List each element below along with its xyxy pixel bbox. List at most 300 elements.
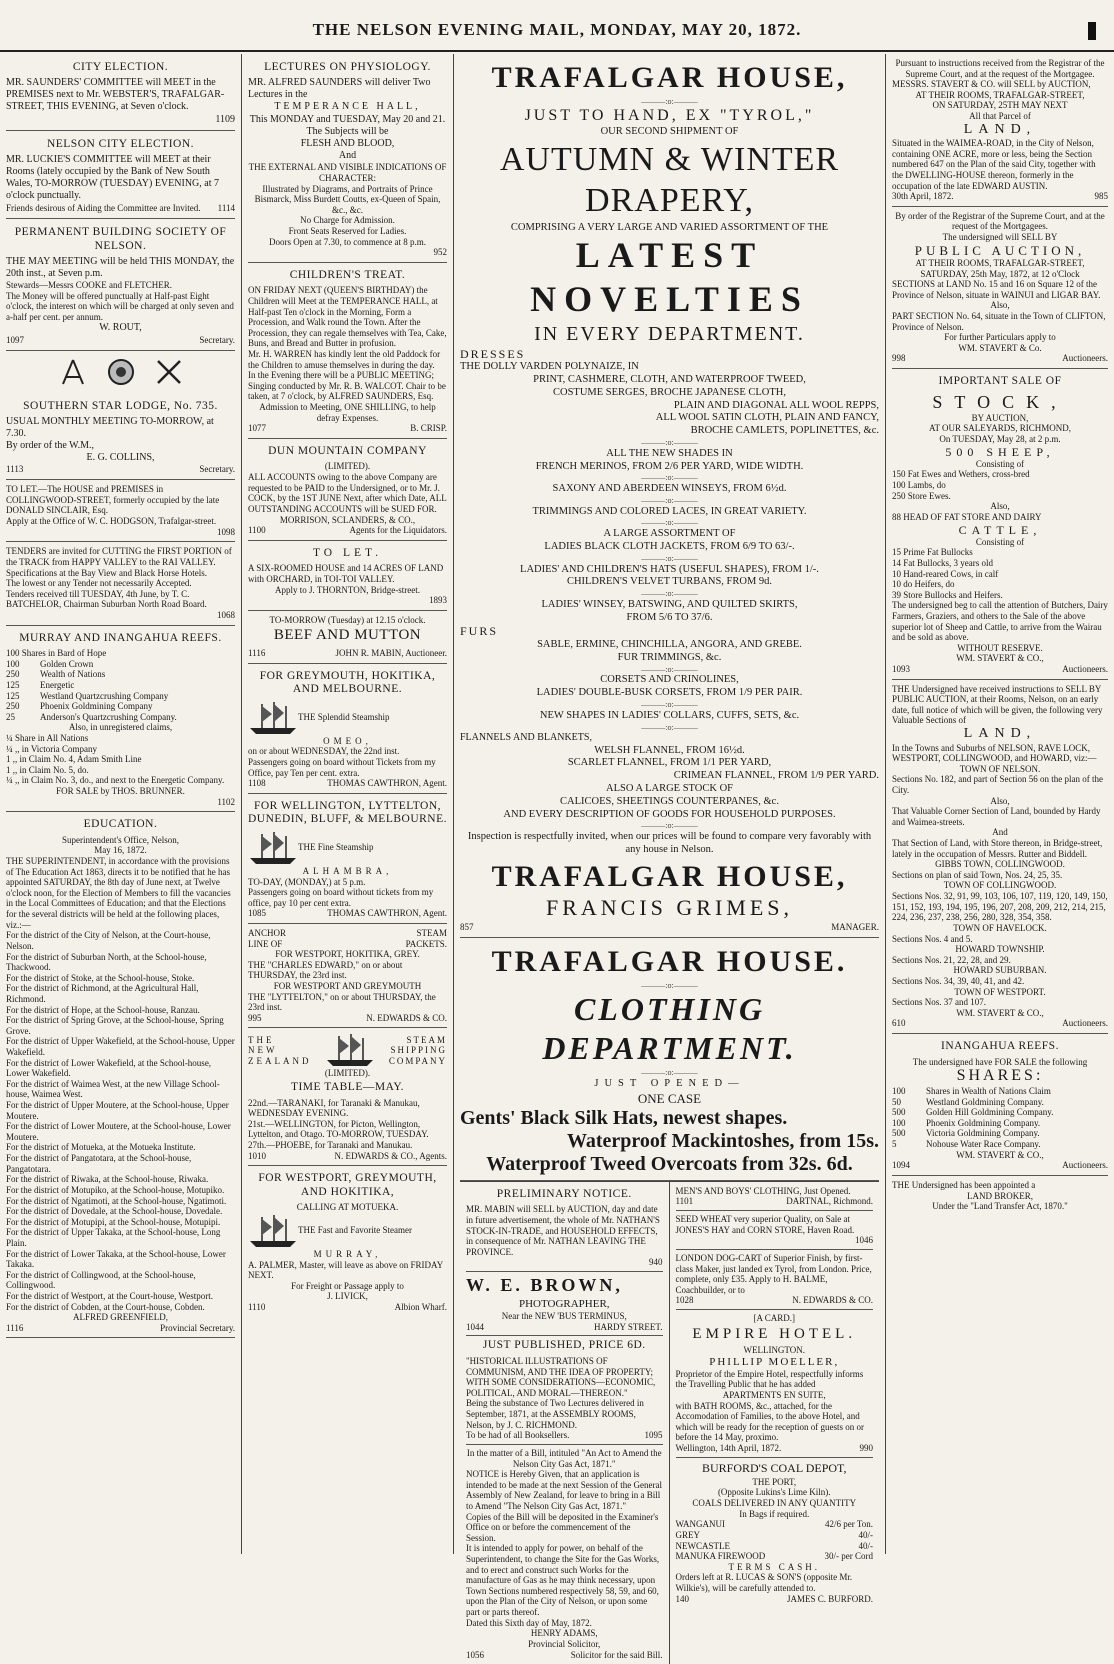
ad-land: LAND, <box>963 121 1037 137</box>
ad-heading: PRELIMINARY NOTICE. <box>496 1187 632 1200</box>
ad-stewards: Stewards—Messrs COOKE and FLETCHER. <box>6 279 172 290</box>
ad-nz-shipping <box>248 1028 447 1166</box>
ad-limited: (LIMITED). <box>324 1068 371 1079</box>
ad-body: TO LET.—The HOUSE and PREMISES in COLLINGWOOD-STREET, formerly occupied by the late DONALD SINCLAIR, Esq. <box>6 484 220 516</box>
ad-body: THE Undersigned has been appointed a <box>892 1179 1036 1190</box>
ad-body: Mr. H. WARREN has kindly lent the old Paddock for the Children to amuse themselves in during the day. <box>248 349 441 370</box>
share-qty: 100 <box>892 1086 906 1097</box>
ad-dated: 30th April, 1872. <box>892 191 954 202</box>
ad-order: By order of the Registrar of the Supreme Court, and at the request of the Mortgagees. <box>895 210 1105 232</box>
shares-list <box>6 659 235 723</box>
share-qty: 5 <box>892 1139 897 1150</box>
ad-nelson-city-election <box>6 131 235 219</box>
ad-number: 940 <box>649 1257 663 1268</box>
share-name: Phoenix Goldmining Company. <box>926 1117 1041 1128</box>
ad-sheep: 500 SHEEP, <box>945 444 1055 459</box>
share-row <box>6 659 235 670</box>
ad-signer: ALFRED GREENFIELD, <box>73 1312 168 1323</box>
stock-item: 14 Fat Bullocks, 3 years old <box>892 557 993 568</box>
ad-left: NEW <box>248 1045 278 1056</box>
ship-icon <box>248 700 298 736</box>
ad-number: 1044 <box>466 1321 484 1332</box>
ad-shares: SHARES: <box>956 1067 1044 1085</box>
ship-name: ALHAMBRA, <box>302 865 393 876</box>
ad-flannels: FLANNELS AND BLANKETS, <box>460 732 592 744</box>
ad-sub: (LIMITED). <box>324 461 371 472</box>
ad-number: 1097 <box>6 334 24 345</box>
ad-childrens-treat <box>248 263 447 439</box>
price-item: WANGANUI <box>675 1519 725 1530</box>
share-row <box>6 669 235 680</box>
ad-right: PACKETS. <box>405 938 447 949</box>
ad-heading: DUN MOUNTAIN COMPANY <box>268 444 427 457</box>
column-2 <box>242 54 454 1554</box>
ad-opposite: (Opposite Lukins's Lime Kiln). <box>717 1487 831 1498</box>
ad-number: 1010 <box>248 1150 266 1161</box>
ad-number: 1110 <box>248 1302 266 1313</box>
ad-sections: Sections Nos. 32, 91, 99, 103, 106, 107, 119, 120, 149, 150, 151, 152, 193, 194, 195, 196, 207, 208, 209, 212, 214, 215, 224, 236, 237, 238, 256, 280, 328, 354, 358. <box>892 891 1108 923</box>
dress-line: THE DOLLY VARDEN POLYNAIZE, IN <box>460 361 639 373</box>
ad-case: ONE CASE <box>637 1090 702 1106</box>
ad-body: MR. MABIN will SELL by AUCTION, day and date in future advertisement, the whole of Mr. NATHAN'S STOCK-IN-TRADE, and HOUSEHOLD EFFECTS, in consequence of Mr. NATHAN LEAVING THE PROVINCE. <box>466 1204 660 1257</box>
ad-tenders <box>6 542 235 625</box>
ad-for: FOR WESTPORT AND GREYMOUTH <box>273 981 422 992</box>
ad-signer: HENRY ADAMS, <box>530 1628 598 1639</box>
dresses-list <box>460 361 879 438</box>
ad-latest: LATEST NOVELTIES <box>530 235 809 320</box>
column-3-right <box>670 1182 880 1664</box>
place-row: For the district of Upper Moutere, at the School-house, Upper Moutere. <box>6 1100 229 1121</box>
ad-number: 1077 <box>248 423 266 434</box>
ship-icon <box>248 1213 298 1249</box>
ad-attention: The undersigned beg to call the attention of Butchers, Dairy Farmers, Graziers, and others to the Sale of the above superior lot of Sheep and Cattle, to arrive from the Wairau and be sold as above. <box>892 600 1108 643</box>
ad-sections: SECTIONS at LAND No. 15 and 16 on Square 12 of the Province of Nelson, situate in WAINUI and LIGAR BAY. <box>892 279 1101 300</box>
ad-illustrated: Illustrated by Diagrams, and Portraits of Prince Bismarck, Miss Burdett Coutts, ex-Queen of Spain, &c., &c. <box>254 183 441 215</box>
ad-right: COMPANY <box>388 1055 447 1066</box>
price-row <box>676 1551 874 1562</box>
ad-orders: Orders left at R. LUCAS & SON'S (opposite Mr. Wilkie's), will be carefully attended to. <box>675 1572 853 1593</box>
ad-signer: THOMAS CAWTHRON, Agent. <box>327 908 447 919</box>
ad-lowest: The lowest or any Tender not necessarily Accepted. <box>6 578 192 589</box>
ad-sail: TO-DAY, (MONDAY,) at 5 p.m. <box>248 876 366 887</box>
ad-sections: Sections on plan of said Town, Nos. 24, 25, 35. <box>892 869 1063 880</box>
ad-towns: In the Towns and Suburbs of NELSON, RAVE LOCK, WESTPORT, COLLINGWOOD, and HOWARD, viz:— <box>892 742 1097 764</box>
ad-right: STEAM <box>406 1034 447 1045</box>
ad-date: ON SATURDAY, 25TH MAY NEXT <box>932 100 1068 111</box>
share-row <box>892 1128 1108 1139</box>
ad-heading: INANGAHUA REEFS. <box>941 1040 1059 1052</box>
ad-date: Wellington, 14th April, 1872. <box>675 1443 782 1454</box>
ad-number: 1101 <box>675 1196 694 1207</box>
share-name: Westland Goldmining Company. <box>926 1096 1044 1107</box>
ad-ladies: Front Seats Reserved for Ladies. <box>288 225 407 236</box>
ad-number: 990 <box>859 1443 873 1454</box>
ad-heading: MURRAY AND INANGAHUA REEFS. <box>19 631 222 644</box>
place-row: For the district of Stoke, at the School-house, Stoke. <box>6 972 195 983</box>
ad-also: ALSO A LARGE STOCK OF <box>606 782 733 794</box>
ad-date: May 16, 1872. <box>94 845 147 856</box>
ad-left: LINE OF <box>248 938 283 949</box>
ad-education <box>6 812 235 1338</box>
ad-burford: BURFORD'S COAL DEPOT, <box>701 1460 847 1475</box>
place-row: For the district of Motupipi, at the School-house, Motupipi. <box>6 1216 221 1227</box>
ad-clothing-department: TRAFALGAR HOUSE. ———:o:——— CLOTHING DEPARTMENT. ———:o:——— JUST OPENED— ONE CASE Gents' Black Silk Hats, newest shapes. Waterproof Mackintoshes, from 15s. Waterproof Tweed Overcoats from 32s. 6d. <box>460 938 879 1181</box>
ad-by: BY AUCTION, <box>971 412 1029 423</box>
ad-inspection: Inspection is respectfully invited, when our prices will be found to compare very favorably with any house in Nelson. <box>467 831 872 855</box>
ad-body: ALL ACCOUNTS owing to the above Company are requested to be PAID to the Undersigned, or to Mr. J. COCK, by the 1ST JUNE Next, after which Date, ALL OUTSTANDING ACCOUNTS will be SUED FOR. <box>248 472 447 514</box>
ad-collars: NEW SHAPES IN LADIES' COLLARS, CUFFS, SETS, &c. <box>539 709 800 721</box>
ad-busk: LADIES' DOUBLE-BUSK CORSETS, FROM 1/9 PER PAIR. <box>536 687 803 699</box>
dress-line: COSTUME SERGES, BROCHE JAPANESE CLOTH, <box>553 386 786 398</box>
place-row: For the district of Waimea West, at the new Village School-house, Waimea West. <box>6 1078 220 1100</box>
ad-role: Solicitor for the said Bill. <box>570 1649 663 1660</box>
ad-admission: Admission to Meeting, ONE SHILLING, to help defray Expenses. <box>259 402 436 423</box>
share-name: Shares in Wealth of Nations Claim <box>926 1086 1051 1097</box>
place-row: For the district of Upper Wakefield, at the School-house, Upper Wakefield. <box>6 1036 235 1057</box>
share-qty: 50 <box>892 1096 901 1107</box>
column-1 <box>0 54 242 1554</box>
ad-line-3: Waterproof Tweed Overcoats from 32s. 6d. <box>486 1152 853 1175</box>
ad-just: JUST TO HAND, EX "TYROL," <box>524 107 815 125</box>
place-row: For the district of Lower Moutere, at the School-house, Lower Moutere. <box>6 1121 231 1142</box>
ad-greymouth <box>248 664 447 794</box>
column-3-lower <box>460 1181 879 1664</box>
ad-number: 998 <box>892 353 906 364</box>
ad-role: Provincial Secretary. <box>160 1322 235 1333</box>
ad-also: Also, <box>990 501 1010 512</box>
ad-intro: The undersigned have FOR SALE the following <box>912 1056 1088 1067</box>
ad-card: [A CARD.] <box>753 1312 795 1323</box>
ad-mens: MEN'S AND BOYS' CLOTHING, Just Opened. <box>675 1185 851 1196</box>
ad-trip: 27th.—PHOEBE, for Taranaki and Manukau. <box>248 1140 413 1151</box>
share-qty: 250 <box>6 701 20 712</box>
ad-dated: Dated this Sixth day of May, 1872. <box>466 1617 592 1628</box>
ad-substance: Being the substance of Two Lectures delivered in September, 1871, at the ASSEMBLY ROOMS, Nelson, by J. C. RICHMOND. <box>466 1398 644 1430</box>
ad-number: 985 <box>1094 191 1108 202</box>
ad-hats: LADIES' AND CHILDREN'S HATS (USEFUL SHAPES), FROM 1/-. <box>520 563 819 575</box>
share-qty: 100 <box>6 658 20 669</box>
ad-dresses-label: DRESSES <box>460 346 526 361</box>
ad-to-let <box>6 480 235 542</box>
ad-signer: WM. STAVERT & CO., <box>956 1149 1044 1160</box>
ad-subject-2: THE EXTERNAL AND VISIBLE INDICATIONS OF CHARACTER: <box>248 162 447 183</box>
ad-near: Near the NEW 'BUS TERMINUS, <box>501 1311 627 1322</box>
ad-and: And <box>338 150 357 162</box>
ad-heading: LECTURES ON PHYSIOLOGY. <box>264 61 431 73</box>
dress-line: PLAIN AND DIAGONAL ALL WOOL REPPS, <box>673 399 879 411</box>
ad-number: 1046 <box>855 1235 873 1246</box>
ad-heading: BEEF AND MUTTON <box>273 627 422 644</box>
shares-list <box>892 1086 1108 1150</box>
dress-line: BROCHE CAMLETS, POPLINETTES, &c. <box>690 425 879 437</box>
ad-pass: Passengers going on board without tickets from my office, pay 10 per cent extra. <box>248 887 434 908</box>
ad-inangahua <box>892 1034 1108 1176</box>
ad-stock-sale <box>892 369 1108 680</box>
ad-line-1: Gents' Black Silk Hats, newest shapes. <box>460 1106 788 1129</box>
ad-top: TO-MORROW (Tuesday) at 12.15 o'clock. <box>269 614 426 625</box>
ad-london: LONDON DOG-CART of Superior Finish, by first-class Maker, just landed ex Tyrol, from London. Price, complete, only £35. Apply to H. BALME, Coachbuilder, or to <box>675 1252 872 1295</box>
ad-under: Under the "Land Transfer Act, 1870." <box>932 1201 1068 1212</box>
ad-subject-1: FLESH AND BLOOD, <box>300 137 395 149</box>
ad-land: LAND, <box>963 726 1037 742</box>
ad-spec: Specifications at the Bay View and Black Horse Hotels. <box>6 567 207 578</box>
ad-consisting: Consisting of <box>975 458 1025 469</box>
ad-signer: JAMES C. BURFORD. <box>786 1593 873 1604</box>
ad-body: THE SUPERINTENDENT, in accordance with the provisions of The Education Act 1863, directs it to be notified that he has appointed SATURDAY, the 8th day of June next, at Twelve o'clock noon, for the Election of Members to fill the vacancies in the Local Committees of Education; and that the Elections for the several districts will be held at the following places, viz.:— <box>6 856 231 930</box>
ad-heading: FOR WELLINGTON, LYTTELTON, DUNEDIN, BLUFF, & MELBOURNE. <box>248 799 447 826</box>
share-name: Victoria Goldmining Company. <box>926 1128 1040 1139</box>
ad-booksellers: To be had of all Booksellers. <box>466 1430 570 1441</box>
share-qty: 250 <box>6 669 20 680</box>
ad-cattle: CATTLE, <box>958 522 1042 537</box>
ad-brown: W. E. BROWN, <box>466 1275 623 1296</box>
ad-heading: IMPORTANT SALE OF <box>938 375 1062 388</box>
place-row: For the district of Lower Wakefield, at the School-house, Lower Wakefield. <box>6 1057 212 1079</box>
ad-line-2: Waterproof Mackintoshes, from 15s. <box>566 1129 879 1152</box>
ad-subjects: The Subjects will be <box>306 125 389 137</box>
ad-role: Auctioneers. <box>1062 663 1108 674</box>
ad-stock: STOCK, <box>932 391 1068 412</box>
ad-heading: JUST PUBLISHED, PRICE 6D. <box>482 1339 646 1352</box>
masthead-title: THE NELSON EVENING MAIL, MONDAY, MAY 20, 1872. <box>312 20 802 39</box>
share-row <box>892 1086 1108 1097</box>
ad-number: 1116 <box>6 1322 24 1333</box>
ad-signer: N. EDWARDS & CO., Agents. <box>334 1150 447 1161</box>
ad-number: 1098 <box>217 526 235 537</box>
ad-jackets: LADIES BLACK CLOTH JACKETS, FROM 6/9 TO 63/-. <box>544 540 795 552</box>
share-qty: 125 <box>6 679 20 690</box>
ad-sections: Sections No. 182, and part of Section 56 on the plan of the City. <box>892 774 1103 795</box>
ad-autumn: AUTUMN & WINTER DRAPERY, <box>499 140 840 220</box>
ad-received: Tenders received till TUESDAY, 4th June, by T. C. BATCHELOR, Chairman Suburban North Road Board. <box>6 588 207 610</box>
ad-beef <box>248 611 447 664</box>
stock-item: 10 Hand-reared Cows, in calf <box>892 568 999 579</box>
ad-public-auction <box>892 207 1108 369</box>
ad-role: Secretary. <box>199 334 235 345</box>
price-value: 40/- <box>858 1529 873 1540</box>
ad-body: Friends desirous of Aiding the Committee are Invited. <box>6 202 201 213</box>
ship-name: OMEO, <box>323 735 372 746</box>
ad-trip: 21st.—WELLINGTON, for Picton, Wellington, Lyttelton, and Otago. TO-MORROW, TUESDAY. <box>248 1118 429 1140</box>
ad-body: ON FRIDAY NEXT (QUEEN'S BIRTHDAY) the Children will Meet at the TEMPERANCE HALL, at Half-past Ten o'clock in the Morning, Form a Procession, and Walk round the Town. After the Procession, they can regale themselves with Tea, Cake, Buns, and Bread and Butter in profusion. <box>248 285 447 349</box>
ad-consisting: Consisting of <box>975 536 1025 547</box>
ad-town: HOWARD SUBURBAN. <box>953 965 1047 976</box>
share-name: Phoenix Goldmining Company <box>40 701 153 712</box>
ad-public: PUBLIC AUCTION, <box>914 242 1086 258</box>
claim-row: 1 ,, in Claim No. 4, Adam Smith Line <box>6 754 142 765</box>
ad-lyttelton: THE "LYTTELTON," on or about THURSDAY, the 23rd inst. <box>248 991 436 1013</box>
ad-role: Secretary. <box>199 464 235 475</box>
claim-row: ¼ ,, in Claim No. 3, do., and next to the Energetic Company. <box>6 775 225 786</box>
ad-town: TOWN OF NELSON. <box>959 763 1041 774</box>
ship-name: MURRAY, <box>313 1249 382 1260</box>
share-name: Golden Hill Goldmining Company. <box>926 1107 1054 1118</box>
ad-calicoes: CALICOES, SHEETINGS COUNTERPANES, &c. <box>560 795 779 807</box>
share-name: Energetic <box>40 679 75 690</box>
ad-shades: ALL THE NEW SHADES IN <box>606 447 733 459</box>
place-row: For the district of Suburban North, at the School-house, Thackwood. <box>6 951 207 973</box>
price-value: 42/6 per Ton. <box>825 1519 873 1530</box>
ad-undersigned: The undersigned will SELL BY <box>942 232 1058 243</box>
share-row <box>892 1118 1108 1129</box>
ad-skirts: LADIES' WINSEY, BATSWING, AND QUILTED SKIRTS, <box>541 598 798 610</box>
ad-freight: For Freight or Passage apply to <box>291 1280 404 1291</box>
ad-signer: JOHN R. MABIN, Auctioneer. <box>335 648 447 659</box>
ad-signer: DARTNAL, Richmond. <box>786 1196 873 1207</box>
ad-dept: IN EVERY DEPARTMENT. <box>534 323 805 346</box>
ad-heading: SOUTHERN STAR LODGE, No. 735. <box>23 399 218 412</box>
share-qty: 100 <box>892 1117 906 1128</box>
claims-list <box>6 733 235 786</box>
ad-wellington: WELLINGTON. <box>743 1345 806 1356</box>
ad-trimmings: TRIMMINGS AND COLORED LACES, IN GREAT VARIETY. <box>532 505 807 517</box>
ad-body: The Money will be offered punctually at Half-past Eight o'clock, the interest on which will be charged at only seven and a-half per cent. per annum. <box>6 290 234 322</box>
share-row <box>6 701 235 712</box>
ad-signer: N. EDWARDS & CO. <box>792 1295 873 1306</box>
ad-corner: That Valuable Corner Section of Land, bounded by Hardy and Waimea-streets. <box>892 806 1101 827</box>
ad-number: 952 <box>433 247 447 258</box>
place-row: For the district of Westport, at the Court-house, Westport. <box>6 1291 213 1302</box>
claim-row: ¼ ,, in Victoria Company <box>6 743 98 754</box>
ad-on: On TUESDAY, May 28, at 2 p.m. <box>939 434 1061 445</box>
place-row: For the district of Pangatotara, at the School-house, Pangatotara. <box>6 1153 192 1174</box>
ad-bill: It is intended to apply for power, on behalf of the Superintendent, to change the Site for the Gas Works, and to erect and construct such Works for the manufacture of Gas as he may think necessary, upon Town Sections numbered respectively 58, 59, and 60, upon the Plan of the City of Nelson, or upon some part or parts thereof. <box>466 1543 660 1618</box>
share-row <box>6 712 235 723</box>
ad-body: MR. SAUNDERS' COMMITTEE will MEET in the PREMISES next to Mr. WEBSTER'S, TRAFALGAR-STREET, THIS EVENING, at Seven o'clock. <box>6 77 225 113</box>
ad-also: Also, <box>990 795 1010 806</box>
ad-left: ZEALAND <box>248 1055 312 1066</box>
ad-signer: N. EDWARDS & CO. <box>366 1012 447 1023</box>
dress-line: ALL WOOL SATIN CLOTH, PLAIN AND FANCY, <box>655 412 879 424</box>
ad-signer: WM. STAVERT & CO., <box>956 1007 1044 1018</box>
ad-seed: SEED WHEAT very superior Quality, on Sale at JONES'S HAY and CORN STORE, Haven Road. <box>675 1214 855 1235</box>
ad-second: OUR SECOND SHIPMENT OF <box>600 125 739 137</box>
ad-welsh: WELSH FLANNEL, FROM 16½d. <box>594 744 745 756</box>
ad-also: Also, <box>990 300 1010 311</box>
ad-land-sale <box>892 680 1108 1034</box>
ad-right: STEAM <box>416 927 447 938</box>
price-value: 30/- per Cord <box>824 1551 873 1562</box>
ad-number: 1085 <box>248 908 266 919</box>
ad-turbans: CHILDREN'S VELVET TURBANS, FROM 9d. <box>566 576 773 588</box>
ad-apply: Apply to J. THORNTON, Bridge-street. <box>275 584 420 595</box>
ad-bags: In Bags if required. <box>739 1508 810 1519</box>
ad-to-let-2 <box>248 541 447 611</box>
ad-body: THE Undersigned have received instructions to SELL BY PUBLIC AUCTION, at their Rooms, Nelson, on an early date, full notice of which will be given, the following very Valuable Sections of <box>892 683 1103 726</box>
place-row: For the district of the City of Nelson, at the Court-house, Nelson. <box>6 930 211 951</box>
ad-building-society <box>6 219 235 351</box>
star-seal-icon <box>106 357 136 387</box>
ad-every: AND EVERY DESCRIPTION OF GOODS FOR HOUSEHOLD PURPOSES. <box>503 808 836 820</box>
place-row: For the district of Spring Grove, at the School-house, Spring Grove. <box>6 1015 224 1036</box>
ad-number: 1028 <box>675 1295 694 1306</box>
ad-rooms: AT THEIR ROOMS, TRAFALGAR-STREET, <box>915 89 1085 100</box>
ad-parcel: All that Parcel of <box>969 111 1031 122</box>
share-row <box>892 1097 1108 1108</box>
ad-role: Auctioneers. <box>1062 1018 1108 1029</box>
ad-left: ANCHOR <box>248 927 287 938</box>
ad-title: TRAFALGAR HOUSE, <box>491 61 848 94</box>
ad-town: TOWN OF COLLINGWOOD. <box>943 880 1057 891</box>
sheep-list <box>892 469 1108 501</box>
ad-lodge <box>6 393 235 481</box>
ad-signer: J. LIVICK, <box>327 1291 368 1302</box>
ad-merinos: FRENCH MERINOS, FROM 2/6 PER YARD, WIDE WIDTH. <box>535 460 804 472</box>
ad-body: THE Splendid Steamship <box>298 711 390 722</box>
place-row: For the district of Hope, at the School-house, Ranzau. <box>6 1004 200 1015</box>
place-row: For the district of Dovedale, at the School-house, Dovedale. <box>6 1206 223 1217</box>
ad-apartments: APARTMENTS EN SUITE, <box>722 1390 826 1401</box>
ad-role: MANAGER. <box>831 922 879 933</box>
compass-icon <box>58 357 88 387</box>
ad-francis: FRANCIS GRIMES, <box>545 895 794 921</box>
ad-clothing: CLOTHING DEPARTMENT. <box>542 991 797 1067</box>
ad-rooms: AT THEIR ROOMS, TRAFALGAR-STREET, <box>915 257 1085 268</box>
ad-body: THE Fine Steamship <box>298 842 374 852</box>
price-value: 40/- <box>858 1540 873 1551</box>
place-row: For the district of Riwaka, at the School-house, Riwaka. <box>6 1174 209 1185</box>
ad-bill: NOTICE is Hereby Given, that an application is intended to be made at the next Session of the General Assembly of New Zealand, for leave to bring in a Bill to Amend "The Nelson City Gas Act, 1871." <box>466 1469 662 1511</box>
claim-row: 1 ,, in Claim No. 5, do. <box>6 764 89 775</box>
ad-body: THE Fast and Favorite Steamer <box>298 1225 412 1236</box>
ad-signer: E. G. COLLINS, <box>86 452 155 464</box>
ad-number: 1068 <box>217 609 235 620</box>
ad-intro: 100 Shares in Bard of Hope <box>6 648 107 659</box>
ad-sail: on or about WEDNESDAY, the 22nd inst. <box>248 746 400 757</box>
ad-title-2: TRAFALGAR HOUSE, <box>491 859 848 893</box>
place-row: For the district of Richmond, at the Agricultural Hall, Richmond. <box>6 983 199 1004</box>
place-row: For the district of Upper Takaka, at the School-house, Long Plain. <box>6 1227 221 1248</box>
place-row: For the district of Collingwood, at the School-house, Collingwood. <box>6 1269 196 1291</box>
ad-body: A SIX-ROOMED HOUSE and 14 ACRES OF LAND with ORCHARD, in TOI-TOI VALLEY. <box>248 563 444 584</box>
ad-sections: Sections Nos. 34, 39, 40, 41, and 42. <box>892 975 1025 986</box>
ad-master: A. PALMER, Master, will leave as above on FRIDAY NEXT. <box>248 1259 443 1281</box>
ad-claims-intro: Also, in unregistered claims, <box>68 722 173 733</box>
ad-winseys: SAXONY AND ABERDEEN WINSEYS, FROM 6½d. <box>552 483 787 495</box>
ad-role: Agents for the Liquidators. <box>349 525 447 536</box>
ad-fur-trim: FUR TRIMMINGS, &c. <box>617 651 722 663</box>
ad-heading: FOR GREYMOUTH, HOKITIKA, AND MELBOURNE. <box>259 669 436 696</box>
column-3 <box>454 54 886 1660</box>
ad-for: FOR WESTPORT, HOKITIKA, GREY. <box>275 949 420 960</box>
stock-item: 250 Store Ewes. <box>892 490 951 501</box>
ad-port: THE PORT, <box>752 1476 797 1487</box>
ad-furs: SABLE, ERMINE, CHINCHILLA, ANGORA, AND GREBE. <box>537 639 802 651</box>
claim-row: ¼ Share in All Nations <box>6 732 89 743</box>
ad-land-broker <box>892 1176 1108 1216</box>
price-item: GREY <box>675 1529 700 1540</box>
price-item: NEWCASTLE <box>675 1540 730 1551</box>
ad-land: LAND BROKER, <box>966 1190 1033 1201</box>
ad-number: 1113 <box>6 464 24 475</box>
ad-body: THE MAY MEETING will be held THIS MONDAY, the 20th inst., at Seven p.m. <box>6 255 235 279</box>
place-row: For the district of Motueka, at the Motueka Institute. <box>6 1142 196 1153</box>
ad-heading: PERMANENT BUILDING SOCIETY OF NELSON. <box>14 225 227 252</box>
ad-number: 140 <box>675 1593 689 1604</box>
share-name: Wealth of Nations <box>40 669 106 680</box>
ad-further: For further Particulars apply to <box>944 332 1056 343</box>
ad-signer: THOMAS CAWTHRON, Agent. <box>327 778 447 789</box>
ad-left: THE <box>248 1034 275 1045</box>
ad-number: 1095 <box>644 1430 663 1441</box>
ad-order: By order of the W.M., <box>6 439 95 451</box>
ad-heading: FOR WESTPORT, GREYMOUTH, AND HOKITIKA, <box>258 1172 437 1198</box>
ad-number: 1114 <box>217 202 235 213</box>
ad-number: 1109 <box>215 113 235 125</box>
stock-item: 15 Prime Fat Bullocks <box>892 547 973 558</box>
ad-street: HARDY STREET. <box>594 1321 663 1332</box>
ad-number: 1108 <box>248 778 266 789</box>
